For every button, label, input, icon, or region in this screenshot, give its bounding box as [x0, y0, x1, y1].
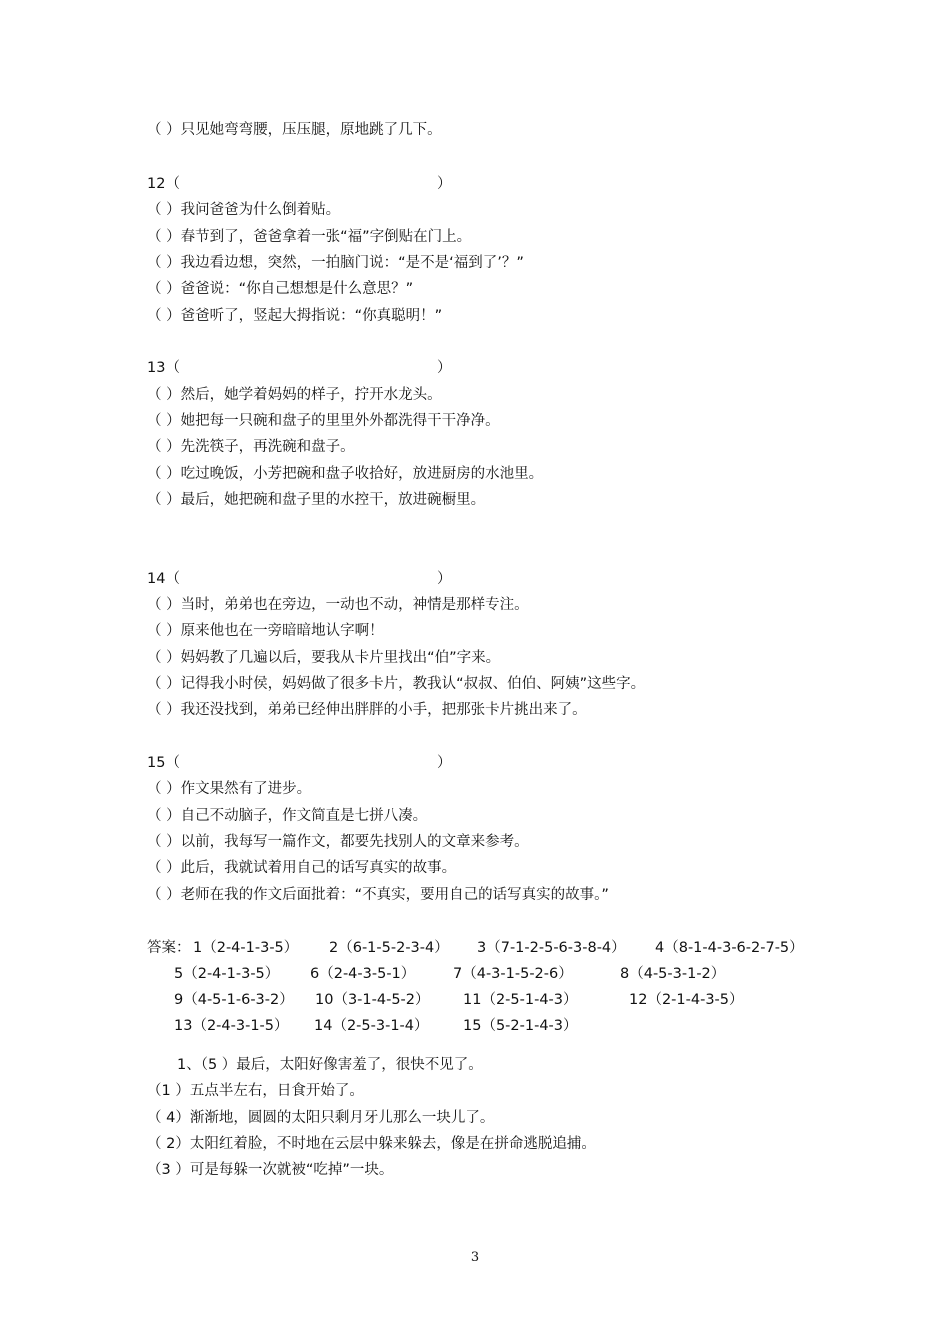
answer-item: 6（2-4-3-5-1） — [310, 966, 416, 982]
answer-blank-close: ） — [437, 571, 452, 587]
sentence-line: （ ）我边看边想，突然，一拍脑门说：“是不是‘福到了’？” — [147, 255, 524, 271]
sentence-line: （ ）当时，弟弟也在旁边，一动也不动，神情是那样专注。 — [147, 597, 529, 613]
sentence-line: （ ）爸爸说：“你自己想想是什么意思？” — [147, 281, 414, 297]
example-heading: 1、（5 ）最后，太阳好像害羞了，很快不见了。 — [177, 1057, 483, 1073]
sentence-line: （ ）以前，我每写一篇作文，都要先找别人的文章来参考。 — [147, 834, 529, 850]
sentence-line: （ ）妈妈教了几遍以后，要我从卡片里找出“伯”字来。 — [147, 650, 501, 666]
question-number: 13（ — [147, 360, 180, 376]
answer-item: 3（7-1-2-5-6-3-8-4） — [477, 940, 626, 956]
answer-item: 4（8-1-4-3-6-2-7-5） — [655, 940, 804, 956]
answer-item: 15（5-2-1-4-3） — [463, 1018, 578, 1034]
answer-item: 8（4-5-3-1-2） — [620, 966, 726, 982]
sentence-line: （ ）记得我小时侯，妈妈做了很多卡片，教我认“叔叔、伯伯、阿姨”这些字。 — [147, 676, 646, 692]
question-number: 12（ — [147, 176, 180, 192]
sentence-line: （ ）爸爸听了，竖起大拇指说：“你真聪明！” — [147, 308, 443, 324]
answer-item: 11（2-5-1-4-3） — [463, 992, 578, 1008]
sentence-line: （ ）自己不动脑子，作文简直是七拼八凑。 — [147, 808, 428, 824]
page-number: 3 — [470, 1250, 480, 1265]
answer-item: 7（4-3-1-5-2-6） — [453, 966, 573, 982]
answer-item: 9（4-5-1-6-3-2） — [174, 992, 294, 1008]
sentence-line: （1 ）五点半左右，日食开始了。 — [147, 1083, 364, 1099]
sentence-line: （ ）此后，我就试着用自己的话写真实的故事。 — [147, 860, 457, 876]
sentence-line: （ 4）渐渐地，圆圆的太阳只剩月牙儿那么一块儿了。 — [147, 1110, 495, 1126]
sentence-line: （ ）吃过晚饭，小芳把碗和盘子收拾好，放进厨房的水池里。 — [147, 466, 544, 482]
sentence-line: （ ）原来他也在一旁暗暗地认字啊！ — [147, 623, 384, 639]
answer-item: 14（2-5-3-1-4） — [314, 1018, 429, 1034]
answer-blank-close: ） — [437, 176, 452, 192]
sentence-line: （ ）她把每一只碗和盘子的里里外外都洗得干干净净。 — [147, 413, 500, 429]
sentence-line: （ ）作文果然有了进步。 — [147, 781, 312, 797]
answer-item: 2（6-1-5-2-3-4） — [329, 940, 449, 956]
sentence-line: （ 2）太阳红着脸，不时地在云层中躲来躲去，像是在拼命逃脱追捕。 — [147, 1136, 596, 1152]
sentence-line: （ ）最后，她把碗和盘子里的水控干，放进碗橱里。 — [147, 492, 486, 508]
answer-item: 5（2-4-1-3-5） — [174, 966, 280, 982]
question-number: 15（ — [147, 755, 180, 771]
sentence-line: （ ）我还没找到，弟弟已经伸出胖胖的小手，把那张卡片挑出来了。 — [147, 702, 587, 718]
question-number: 14（ — [147, 571, 180, 587]
sentence-line: （ ）老师在我的作文后面批着：“不真实，要用自己的话写真实的故事。” — [147, 887, 609, 903]
answer-item: 12（2-1-4-3-5） — [629, 992, 744, 1008]
answer-item: 1（2-4-1-3-5） — [193, 940, 299, 956]
answer-item: 10（3-1-4-5-2） — [315, 992, 430, 1008]
sentence-line: （ ）我问爸爸为什么倒着贴。 — [147, 202, 341, 218]
answer-blank-close: ） — [437, 755, 452, 771]
sentence-line: （ ）春节到了，爸爸拿着一张“福”字倒贴在门上。 — [147, 229, 472, 245]
sentence-line: （ ）然后，她学着妈妈的样子，拧开水龙头。 — [147, 387, 442, 403]
sentence-line: （3 ）可是每躲一次就被“吃掉”一块。 — [147, 1162, 394, 1178]
answer-item: 13（2-4-3-1-5） — [174, 1018, 289, 1034]
sentence-line: （ ）只见她弯弯腰，压压腿，原地跳了几下。 — [147, 122, 442, 138]
answer-label: 答案： — [147, 940, 191, 956]
answer-blank-close: ） — [437, 360, 452, 376]
sentence-line: （ ）先洗筷子，再洗碗和盘子。 — [147, 439, 355, 455]
